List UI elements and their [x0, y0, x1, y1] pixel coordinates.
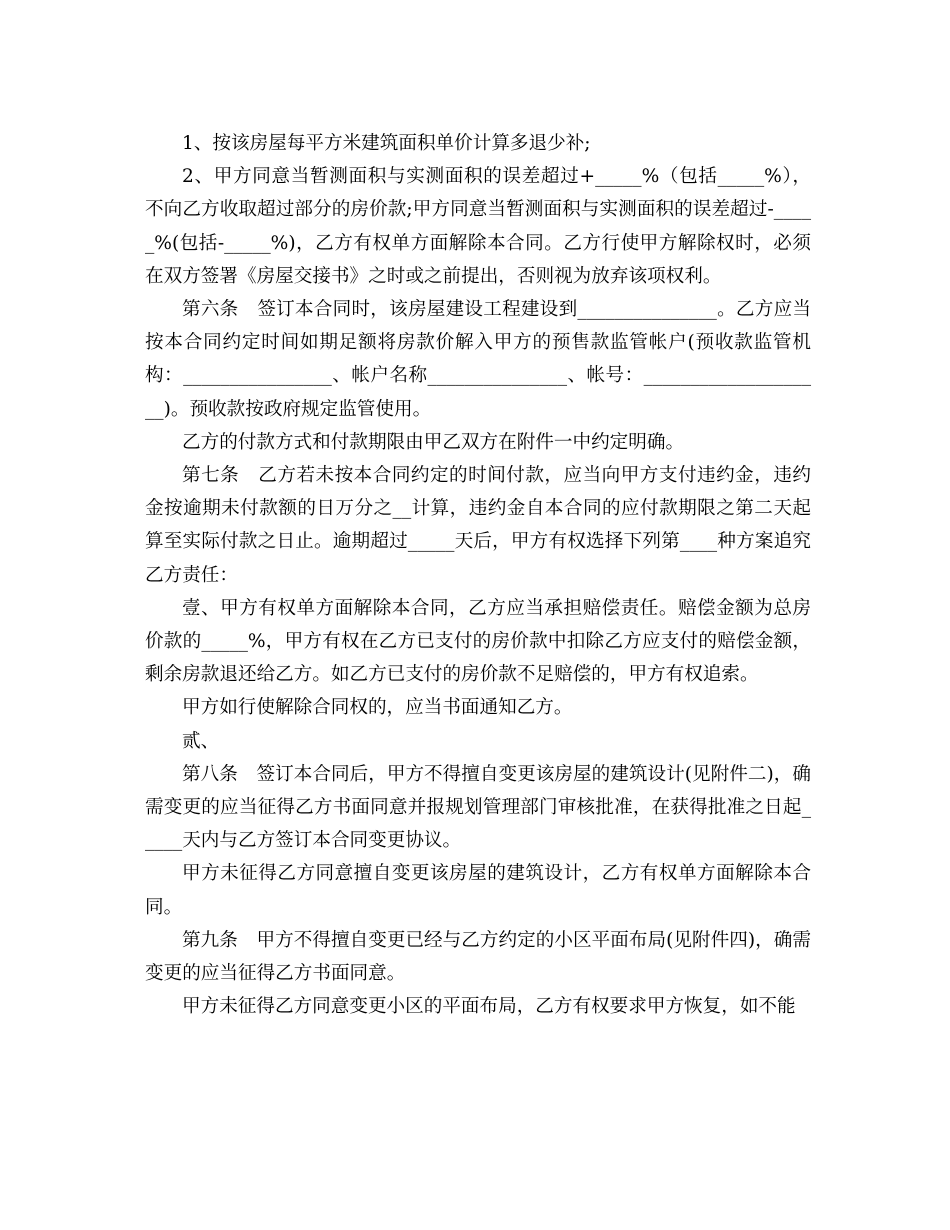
paragraph-article-7: 第七条 乙方若未按本合同约定的时间付款，应当向甲方支付违约金，违约金按逾期未付款额的日万分之__计算，违约金自本合同的应付款期限之第二天起算至实际付款之日止。逾期超过_____天后，甲方有权选择下列第____种方案追究乙方责任：: [145, 465, 811, 586]
paragraph-payment-terms: 乙方的付款方式和付款期限由甲乙双方在附件一中约定明确。: [182, 431, 685, 453]
paragraph-option-1: 壹、甲方有权单方面解除本合同，乙方应当承担赔偿责任。赔偿金额为总房价款的_____%，甲方有权在乙方已支付的房价款中扣除乙方应支付的赔偿金额，剩余房款退还给乙方。如乙方已支付的房价款不足赔偿的，甲方有权追索。: [145, 597, 811, 686]
paragraph-termination-notice: 甲方如行使解除合同权的，应当书面通知乙方。: [182, 697, 573, 719]
paragraph-article-6: 第六条 签订本合同时，该房屋建设工程建设到_______________。乙方应当按本合同约定时间如期足额将房款价解入甲方的预售款监管帐户(预收款监管机构：________________、帐户名称_______________、帐号：____________________)。预收款按政府规定监管使用。: [145, 299, 811, 420]
paragraph-option-2: 贰、: [182, 730, 220, 752]
paragraph-layout-change: 甲方未征得乙方同意变更小区的平面布局，乙方有权要求甲方恢复，如不能: [182, 996, 796, 1018]
paragraph-article-9: 第九条 甲方不得擅自变更已经与乙方约定的小区平面布局(见附件四)，确需变更的应当征得乙方书面同意。: [145, 929, 811, 985]
document-page: [145, 127, 811, 1023]
paragraph-clause-2: 2、甲方同意当暂测面积与实测面积的误差超过+_____%（包括_____%），不向乙方收取超过部分的房价款;甲方同意当暂测面积与实测面积的误差超过-_____%(包括-_____%)，乙方有权单方面解除本合同。乙方行使甲方解除权时，必须在双方签署《房屋交接书》之时或之前提出，否则视为放弃该项权利。: [145, 166, 811, 287]
paragraph-article-8: 第八条 签订本合同后，甲方不得擅自变更该房屋的建筑设计(见附件二)，确需变更的应当征得乙方书面同意并报规划管理部门审核批准，在获得批准之日起_____天内与乙方签订本合同变更协议。: [145, 763, 811, 852]
paragraph-clause-1: 1、按该房屋每平方米建筑面积单价计算多退少补;: [182, 133, 591, 154]
paragraph-design-change: 甲方未征得乙方同意擅自变更该房屋的建筑设计，乙方有权单方面解除本合同。: [145, 863, 811, 918]
